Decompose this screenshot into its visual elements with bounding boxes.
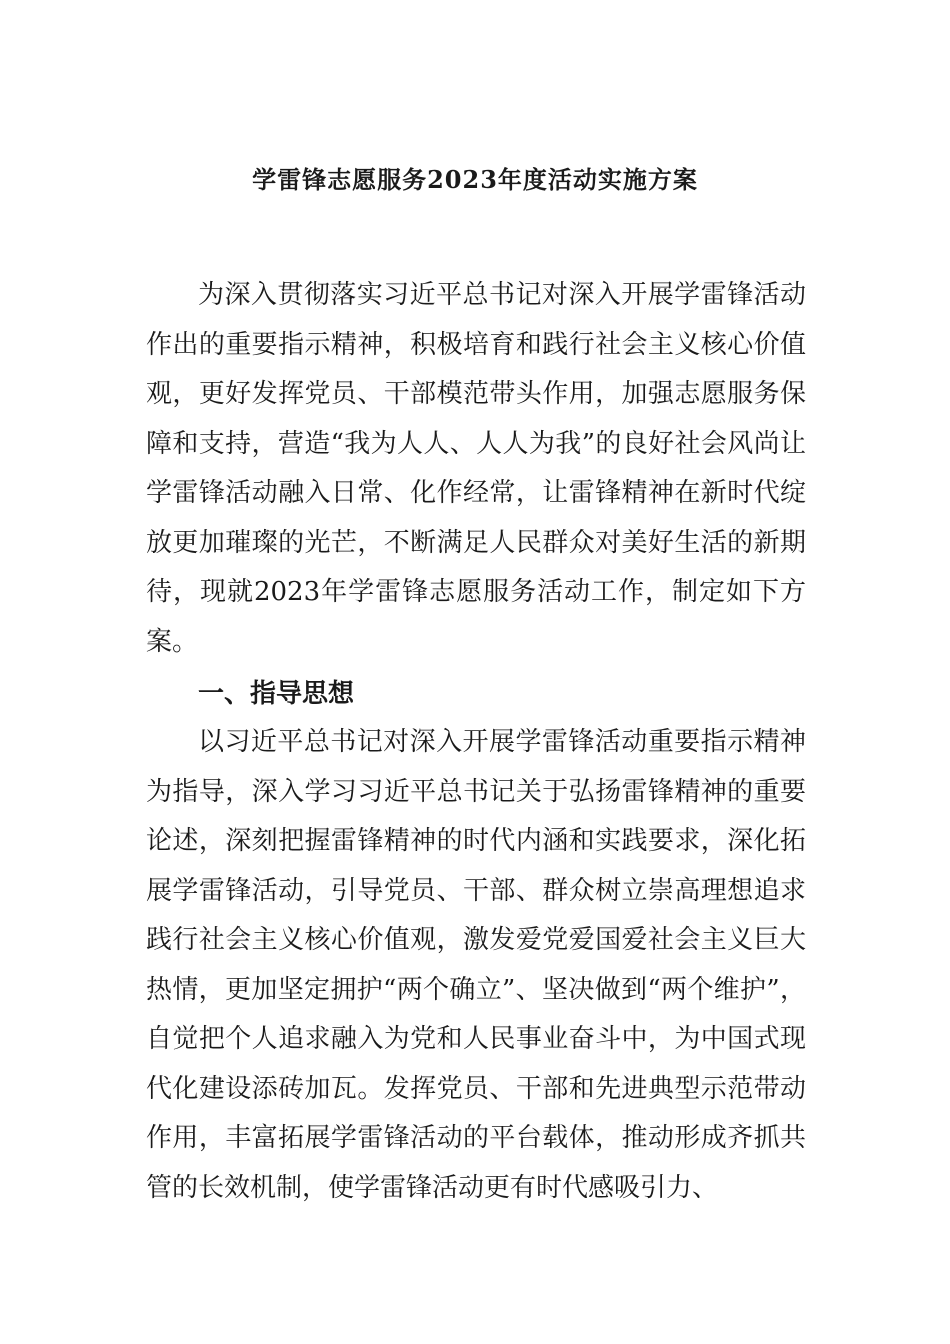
document-title: 学雷锋志愿服务2023年度活动实施方案 xyxy=(252,165,698,194)
guiding-ideology-paragraph: 以习近平总书记对深入开展学雷锋活动重要指示精神为指导，深入学习习近平总书记关于弘扬雷锋精神的重要论述，深刻把握雷锋精神的时代内涵和实践要求，深化拓展学雷锋活动，引导党员、干部、群众树立崇高理想追求践行社会主义核心价值观，激发爱党爱国爱社会主义巨大热情，更加坚定拥护“两个确立”、坚决做到“两个维护”，自觉把个人追求融入为党和人民事业奋斗中，为中国式现代化建设添砖加瓦。发挥党员、干部和先进典型示范带动作用，丰富拓展学雷锋活动的平台载体，推动形成齐抓共管的长效机制，使学雷锋活动更有时代感吸引力、 xyxy=(146,727,806,1203)
intro-paragraph: 为深入贯彻落实习近平总书记对深入开展学雷锋活动作出的重要指示精神，积极培育和践行社会主义核心价值观，更好发挥党员、干部模范带头作用，加强志愿服务保障和支持，营造“我为人人、人人为我”的良好社会风尚让学雷锋活动融入日常、化作经常，让雷锋精神在新时代绽放更加璀璨的光芒，不断满足人民群众对美好生活的新期待，现就2023年学雷锋志愿服务活动工作，制定如下方案。 xyxy=(146,280,806,657)
section-heading-guiding-ideology: 一、指导思想 xyxy=(198,679,355,709)
